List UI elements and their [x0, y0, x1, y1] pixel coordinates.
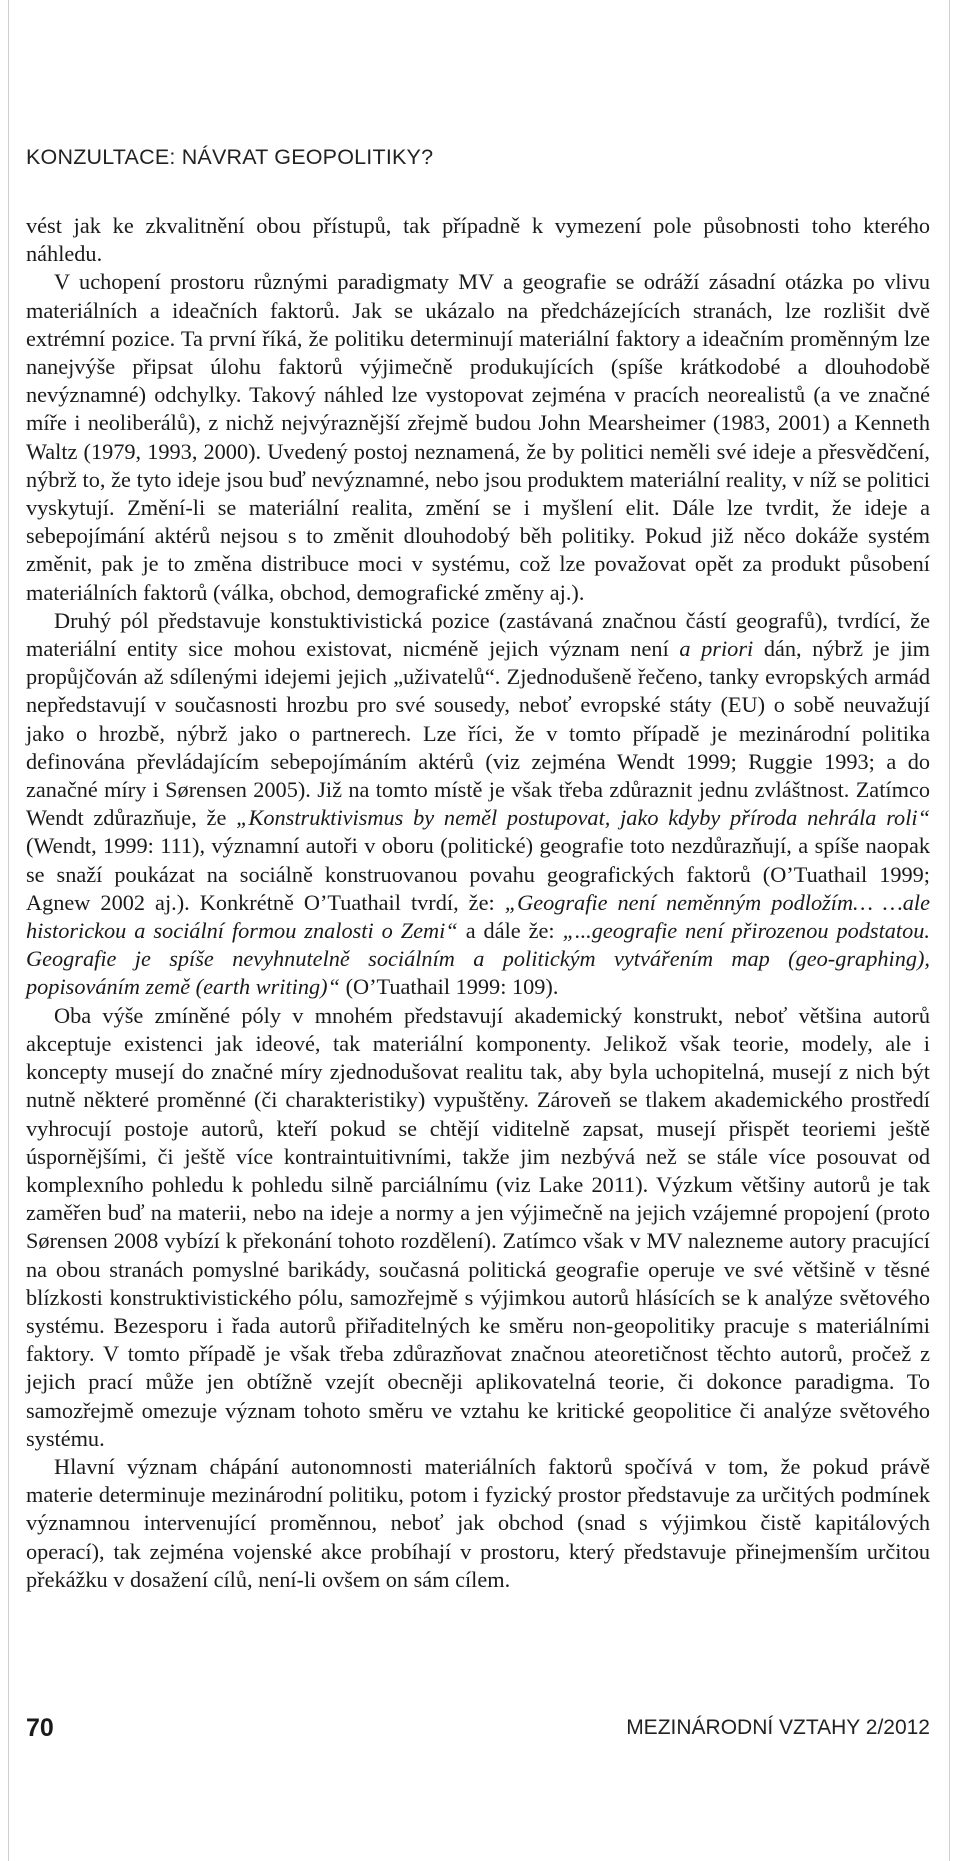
- text-segment: Hlavní význam chápání autonomnosti materiálních faktorů spočívá v tom, že pokud právě materie determinuje mezinárodní politiku, potom i fyzický prostor představuje za určitých podmínek významnou intervenující proměnnou, neboť jak obchod (snad s výjimkou čistě kapitálových operací), tak zejména vojenské akce probíhají v prostoru, který představuje přinejmenším určitou překážku v dosažení cílů, není-li ovšem on sám cílem.: [26, 1453, 930, 1592]
- quote-otuathail-1: „Geografie není neměnným podložím… …ale historickou a sociální formou znalosti o Zemi“: [26, 889, 930, 944]
- text-segment: Druhý pól představuje konstuktivistická pozice (zastávaná značnou částí geografů), tvrdící, že materiální entity sice mohou existovat, nicméně jejich význam není: [26, 607, 930, 662]
- text-segment: a dále že:: [457, 918, 563, 944]
- text-segment: (Wendt, 1999: 111), významní autoři v oboru (politické) geografie toto nezdůrazňují, a spíše naopak se snaží poukázat na sociálně konstruovanou povahu geografických faktorů (O’Tuathail 1999; Agnew 2002 aj.). Konkrétně O’Tuathail tvrdí, že:: [26, 833, 930, 915]
- paragraph-4: [26, 1002, 930, 1453]
- text-segment: dán, nýbrž je jim propůjčován až sdílenými idejemi jejich „uživatelů“. Zjednodušeně řečeno, tanky evropských armád nepředstavují v současnosti hrozbu pro své sousedy, neboť evropské státy (EU) o sobě neuvažují jako o hrozbě, nýbrž jako o partnerech. Lze říci, že v tomto případě je mezinárodní politika definována převládajícím sebepojímáním aktérů (viz zejména Wendt 1999; Ruggie 1993; a do zanačné míry i Sørensen 2005). Již na tomto místě je však třeba zdůraznit jednu zvláštnost. Zatímco Wendt zdůrazňuje, že: [26, 636, 931, 831]
- text-segment: (O’Tuathail 1999: 109).: [340, 974, 559, 1000]
- paragraph-2: [26, 268, 930, 606]
- quote-otuathail-2: „...geografie není přirozenou podstatou. Geografie je spíše nevyhnutelně sociálním a politickým vytvářením map (geo-graphing), popisováním země (earth writing)“: [26, 918, 930, 1000]
- journal-name: MEZINÁRODNÍ VZTAHY 2/2012: [626, 1716, 930, 1739]
- running-title: KONZULTACE: NÁVRAT GEOPOLITIKY?: [26, 145, 434, 169]
- paragraph-1: [26, 212, 930, 268]
- italic-text: a priori: [679, 636, 754, 662]
- body-text: [26, 212, 930, 1594]
- quote-wendt: „Konstruktivismus by neměl postupovat, jako kdyby příroda nehrála roli“: [236, 805, 930, 831]
- page-number: 70: [26, 1714, 54, 1742]
- paragraph-5: [26, 1453, 930, 1594]
- paragraph-3: [26, 607, 930, 1002]
- text-segment: V uchopení prostoru různými paradigmaty MV a geografie se odráží zásadní otázka po vlivu materiálních a ideačních faktorů. Jak se ukázalo na předcházejících stranách, lze rozlišit dvě extrémní pozice. Ta první říká, že politiku determinují materiální faktory a ideačním proměnným lze nanejvýše připsat úlohu faktorů výjimečně produkujících (spíše krátkodobé a dlouhodobě nevýznamné) odchylky. Takový náhled lze vystopovat zejména v pracích neorealistů (a ve značné míře i neoliberálů), z nichž nejvýraznější zřejmě budou John Mearsheimer (1983, 2001) a Kenneth Waltz (1979, 1993, 2000). Uvedený postoj neznamená, že by politici neměli své ideje a přesvědčení, nýbrž to, že tyto ideje jsou buď nevýznamné, nebo jsou produktem materiální reality, v níž se politici vyskytují. Změní-li se materiální realita, změní se i myšlení elit. Dále lze tvrdit, že ideje a sebepojímání aktérů nejsou s to změnit dlouhodobý běh politiky. Pokud již něco dokáže systém změnit, pak je to změna distribuce moci v systému, což lze považovat opět za produkt působení materiálních faktorů (válka, obchod, demografické změny aj.).: [26, 269, 930, 605]
- text-segment: Oba výše zmíněné póly v mnohém představují akademický konstrukt, neboť většina autorů akceptuje existenci jak ideové, tak materiální komponenty. Jelikož však teorie, modely, ale i koncepty musejí do značné míry zjednodušovat realitu tak, aby byla uchopitelná, musejí z nich být nutně některé proměnné (či charakteristiky) vypuštěny. Zároveň se tlakem akademického prostředí vyhrocují postoje autorů, kteří pokud se chtějí viditelně zapsat, musejí přispět teoriemi ještě úspornějšími, či ještě více kontraintuitivními, takže jim nezbývá než se stále více posouvat od komplexního pohledu k pohledu silně parciálnímu (viz Lake 2011). Výzkum většiny autorů je tak zaměřen buď na materii, nebo na ideje a normy a jen výjimečně na jejich vzájemné propojení (proto Sørensen 2008 vybízí k překonání tohoto rozdělení). Zatímco však v MV nalezneme autory pracující na obou stranách pomyslné barikády, současná politická geografie operuje ve své většině v těsné blízkosti konstruktivistického pólu, samozřejmě s výjimkou autorů hlásících se k analýze světového systému. Bezesporu i řada autorů přiřaditelných ke směru non-geopolitiky pracuje s materiálními faktory. V tomto případě je však třeba zdůrazňovat značnou ateoretičnost těchto autorů, pročež z jejich prací může jen obtížně vzejít obecněji aplikovatelná teorie, či dokonce paradigma. To samozřejmě omezuje význam tohoto směru ve vztahu ke kritické geopolitice či analýze světového systému.: [26, 1002, 930, 1451]
- text-segment: vést jak ke zkvalitnění obou přístupů, tak případně k vymezení pole působnosti toho kterého náhledu.: [26, 213, 930, 267]
